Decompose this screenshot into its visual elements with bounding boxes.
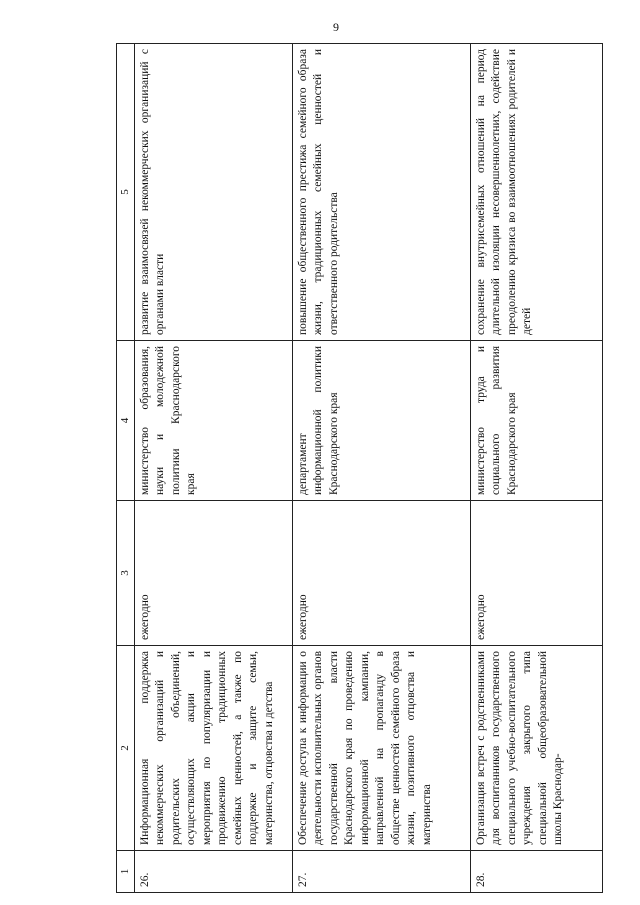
responsible-cell: министерство труда и социального развития Краснодарского края xyxy=(470,341,602,501)
result-cell: развитие взаимосвязей некоммерческих организаций с органами власти xyxy=(134,44,292,341)
table-row xyxy=(470,44,602,893)
header-row xyxy=(117,44,135,893)
column-header-4: 4 xyxy=(117,341,135,501)
event-cell: Организация встреч с родственниками для воспитанников государственного специального учебно-воспитательного учреждения закрытого типа специальной общеобразовательной школы Краснодар- xyxy=(470,646,602,851)
period-cell: ежегодно xyxy=(134,501,292,646)
row-number: 27. xyxy=(292,851,470,893)
column-header-3: 3 xyxy=(117,501,135,646)
responsible-cell: министерство образования, науки и молодежной политики Краснодарского края xyxy=(134,341,292,501)
table-row xyxy=(292,44,470,893)
row-number: 28. xyxy=(470,851,602,893)
period-cell: ежегодно xyxy=(292,501,470,646)
event-cell: Информационная поддержка некоммерческих организаций и родительских объединений, осуществляющих акции и мероприятия по популяризации и продвижению традиционных семейных ценностей, а также по поддержке и защите семьи, материнства, отцовства и детства xyxy=(134,646,292,851)
page-number: 9 xyxy=(333,20,339,34)
period-cell: ежегодно xyxy=(470,501,602,646)
row-number: 26. xyxy=(134,851,292,893)
rotated-table-container xyxy=(116,44,604,893)
column-header-1: 1 xyxy=(117,851,135,893)
result-cell: сохранение внутрисемейных отношений на период длительной изоляции несовершеннолетних, содействие преодолению кризиса во взаимоотношениях родителей и детей xyxy=(470,44,602,341)
result-cell: повышение общественного престижа семейного образа жизни, традиционных семейных ценностей и ответственного родительства xyxy=(292,44,470,341)
responsible-cell: департамент информационной политики Краснодарского края xyxy=(292,341,470,501)
table-row xyxy=(134,44,292,893)
column-header-2: 2 xyxy=(117,646,135,851)
events-table xyxy=(116,43,603,893)
event-cell: Обеспечение доступа к информации о деятельности исполнительных органов государственной власти Краснодарского края по проведению информационной кампании, направленной на пропаганду в обществе ценностей семейного образа жизни, позитивного отцовства и материнства xyxy=(292,646,470,851)
column-header-5: 5 xyxy=(117,44,135,341)
